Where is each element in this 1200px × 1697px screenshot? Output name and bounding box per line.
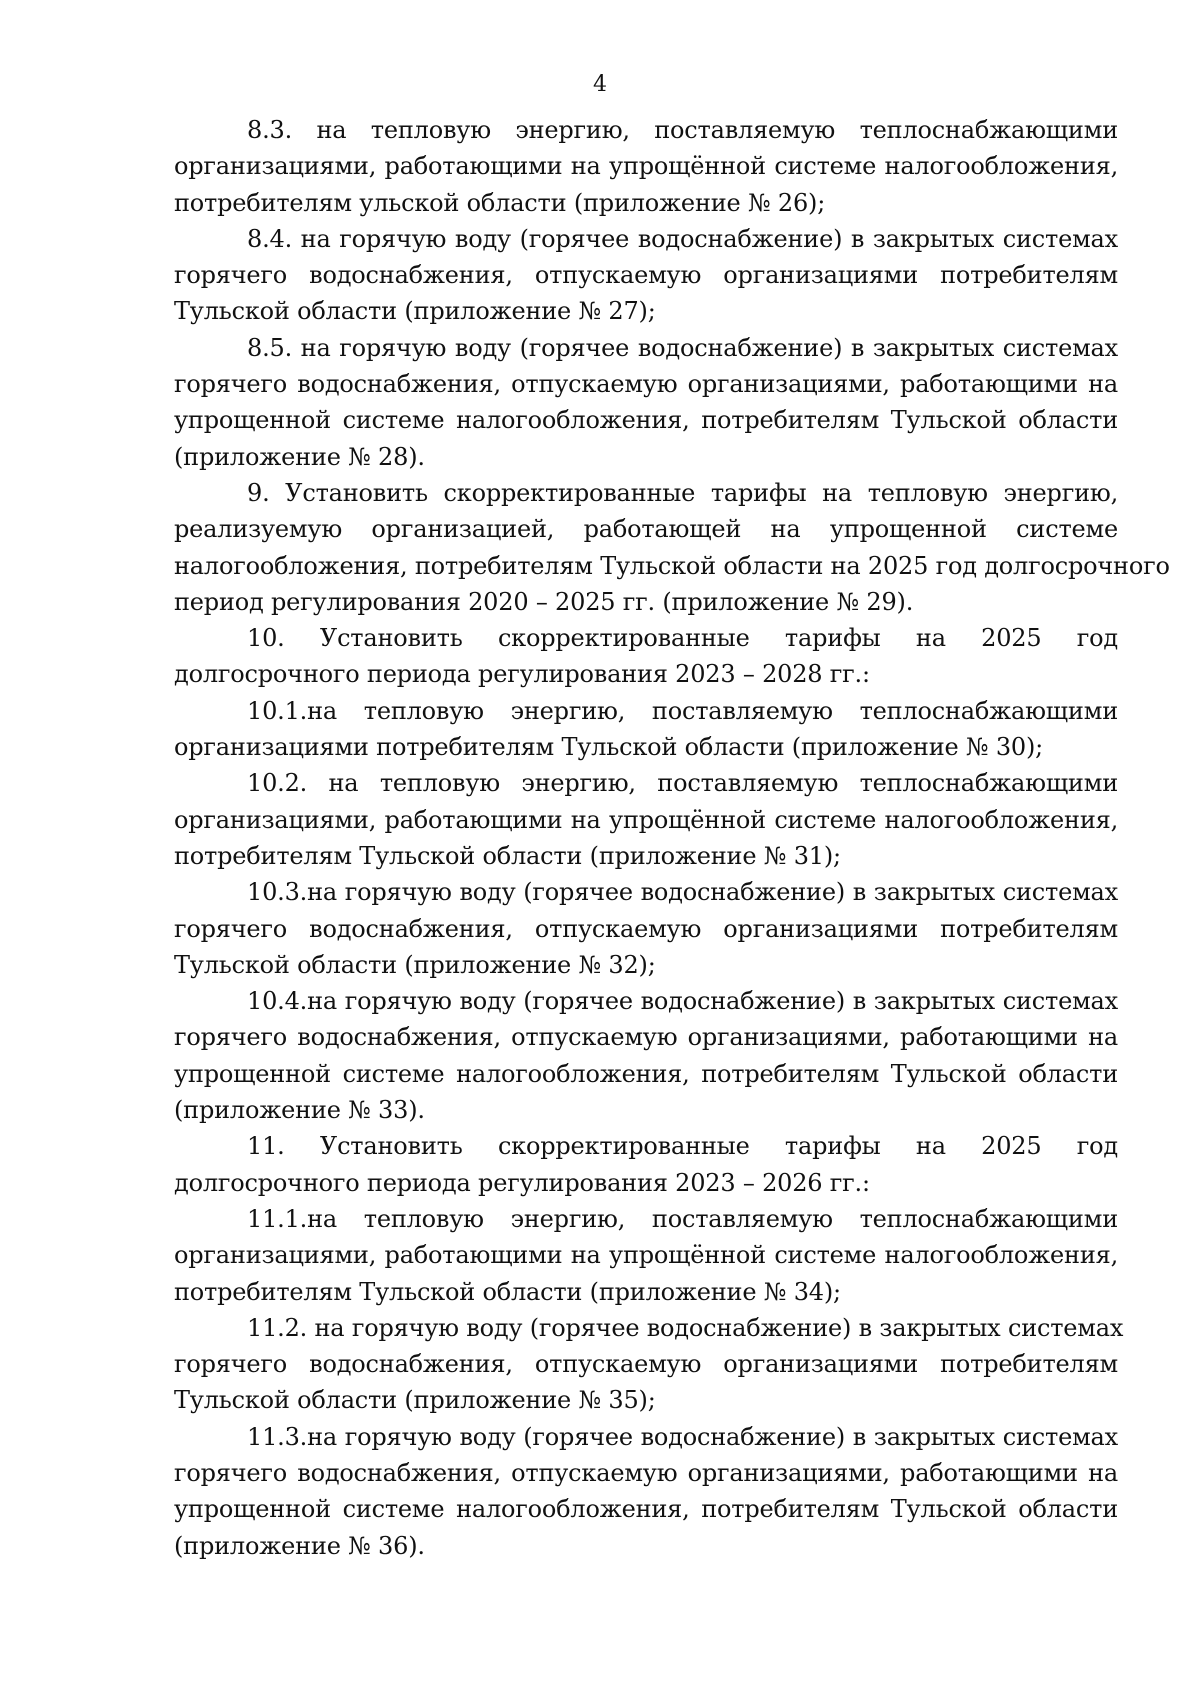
- text-line: 10.4.на горячую воду (горячее водоснабжение) в закрытых системах: [247, 987, 1118, 1016]
- text-line: 10.2. на тепловую энергию, поставляемую теплоснабжающими: [247, 769, 1118, 798]
- text-line: горячего водоснабжения, отпускаемую организациями, работающими на: [174, 1458, 1118, 1487]
- text-line: горячего водоснабжения, отпускаемую организациями, работающими на: [174, 370, 1118, 399]
- text-line: долгосрочного периода регулирования 2023 – 2026 гг.:: [174, 1168, 870, 1197]
- text-line: горячего водоснабжения, отпускаемую организациями потребителям: [174, 914, 1118, 943]
- text-line: долгосрочного периода регулирования 2023 – 2028 гг.:: [174, 660, 870, 689]
- text-line: упрощенной системе налогообложения, потребителям Тульской области: [174, 1495, 1118, 1524]
- text-line: Тульской области (приложение № 35);: [174, 1386, 656, 1415]
- text-line: Тульской области (приложение № 27);: [174, 297, 656, 326]
- text-line: (приложение № 36).: [174, 1531, 425, 1560]
- text-line: 8.3. на тепловую энергию, поставляемую теплоснабжающими: [247, 116, 1118, 144]
- text-line: период регулирования 2020 – 2025 гг. (приложение № 29).: [174, 587, 914, 616]
- text-line: 10.3.на горячую воду (горячее водоснабжение) в закрытых системах: [247, 878, 1118, 907]
- text-line: реализуемую организацией, работающей на упрощенной системе: [174, 515, 1118, 544]
- text-line: потребителям Тульской области (приложение № 34);: [174, 1277, 841, 1306]
- text-line: налогообложения, потребителям Тульской области на 2025 год долгосрочного: [174, 551, 1170, 580]
- text-line: 11.3.на горячую воду (горячее водоснабжение) в закрытых системах: [247, 1422, 1118, 1451]
- text-line: горячего водоснабжения, отпускаемую организациями, работающими на: [174, 1023, 1118, 1052]
- text-line: горячего водоснабжения, отпускаемую организациями потребителям: [174, 1350, 1118, 1379]
- text-line: 8.5. на горячую воду (горячее водоснабжение) в закрытых системах: [247, 333, 1118, 362]
- text-line: 10. Установить скорректированные тарифы на 2025 год: [247, 624, 1118, 653]
- text-line: организациями, работающими на упрощённой системе налогообложения,: [174, 1241, 1118, 1270]
- text-line: (приложение № 28).: [174, 442, 425, 471]
- text-line: потребителям Тульской области (приложение № 31);: [174, 841, 841, 870]
- text-line: организациями, работающими на упрощённой системе налогообложения,: [174, 152, 1118, 181]
- text-line: упрощенной системе налогообложения, потребителям Тульской области: [174, 406, 1118, 435]
- text-line: 10.1.на тепловую энергию, поставляемую теплоснабжающими: [247, 696, 1118, 725]
- text-line: (приложение № 33).: [174, 1096, 425, 1125]
- text-line: организациями потребителям Тульской области (приложение № 30);: [174, 733, 1044, 762]
- text-line: горячего водоснабжения, отпускаемую организациями потребителям: [174, 261, 1118, 290]
- page-number: 4: [593, 72, 607, 97]
- text-line: Тульской области (приложение № 32);: [174, 950, 656, 979]
- text-line: упрощенной системе налогообложения, потребителям Тульской области: [174, 1059, 1118, 1088]
- text-line: 11. Установить скорректированные тарифы на 2025 год: [247, 1132, 1118, 1161]
- text-line: 11.2. на горячую воду (горячее водоснабжение) в закрытых системах: [247, 1313, 1124, 1342]
- text-line: потребителям ульской области (приложение № 26);: [174, 188, 826, 217]
- text-line: 9. Установить скорректированные тарифы на тепловую энергию,: [247, 478, 1118, 507]
- text-line: организациями, работающими на упрощённой системе налогообложения,: [174, 805, 1118, 834]
- text-line: 11.1.на тепловую энергию, поставляемую теплоснабжающими: [247, 1204, 1118, 1233]
- text-line: 8.4. на горячую воду (горячее водоснабжение) в закрытых системах: [247, 224, 1118, 253]
- document-body: [174, 112, 1170, 1564]
